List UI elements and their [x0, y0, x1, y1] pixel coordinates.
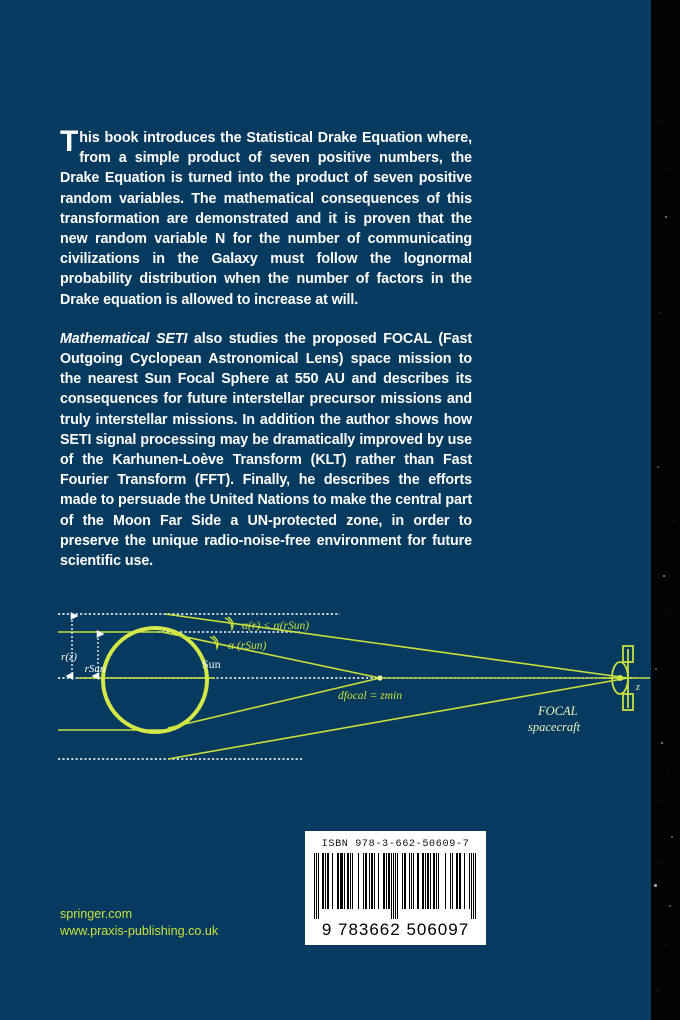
barcode-bar — [374, 853, 375, 909]
barcode-bar — [413, 853, 414, 909]
barcode-bar — [473, 853, 474, 919]
barcode-bar — [325, 853, 326, 909]
isbn-barcode — [305, 831, 486, 945]
isbn-number-text: ISBN 978-3-662-50609-7 — [321, 839, 470, 850]
barcode-bar — [422, 853, 424, 909]
star-dot — [672, 520, 673, 521]
springer-link[interactable]: springer.com — [60, 907, 133, 921]
barcode-bar — [471, 853, 472, 919]
sun-circle — [103, 628, 207, 732]
star-dot — [673, 64, 674, 65]
barcode-bar — [337, 853, 339, 909]
barcode-bar — [395, 853, 396, 919]
label-alpha-lower: α (rSun) — [228, 640, 267, 652]
barcode-bar — [393, 853, 394, 919]
barcode-bar — [391, 853, 392, 919]
barcode-bar — [340, 853, 341, 909]
barcode-bar — [371, 853, 372, 909]
star-dot — [674, 700, 675, 701]
label-sun: Sun — [202, 657, 221, 671]
barcode-bar — [383, 853, 384, 909]
label-focal-spacecraft-line2: spacecraft — [528, 720, 581, 734]
focal-point — [377, 675, 382, 680]
barcode-bar — [427, 853, 429, 909]
barcode-bar — [318, 853, 319, 919]
barcode-bar — [386, 853, 387, 909]
barcode-bar — [327, 853, 329, 909]
barcode-bar — [445, 853, 446, 909]
star-dot — [663, 575, 665, 577]
star-dot — [668, 612, 669, 613]
label-d-focal: dfocal = zmin — [338, 690, 402, 702]
barcode-bar — [459, 853, 460, 909]
barcode-bar — [352, 853, 353, 909]
barcode-bar — [436, 853, 437, 909]
blurb-paragraph-1 — [60, 125, 472, 310]
star-dot — [655, 668, 657, 670]
barcode-bar — [388, 853, 389, 909]
blurb-paragraph-2 — [60, 329, 472, 571]
barcode-bar — [433, 853, 434, 909]
star-dot — [669, 905, 671, 907]
star-dot — [662, 862, 663, 863]
barcode-bar — [469, 853, 470, 909]
star-dot — [658, 800, 659, 801]
ean-digits-text: 9 783662 506097 — [321, 920, 470, 939]
blurb-paragraph-1-text: his book introduces the Statistical Drake Equation where, from a simple product of seven positive numbers, the Drake Equation is turned into the product of seven positive random variables. The mathematical consequences of this transformation are demonstrated and it is proven that the new random variable N for the number of communicating civilizations in the Galaxy must follow the lognormal probability distribution when the number of factors in the Drake equation is allowed to increase at will. — [60, 130, 472, 308]
barcode-bar — [411, 853, 412, 909]
star-dot — [659, 120, 660, 121]
star-dot — [657, 466, 659, 468]
barcode-bar — [464, 853, 465, 909]
barcode-bar — [397, 853, 398, 919]
focal-spacecraft-icon — [602, 646, 650, 710]
barcode-bar — [347, 853, 349, 909]
barcode-bar — [475, 853, 476, 919]
barcode-bar — [378, 853, 379, 909]
barcode-bar — [344, 853, 345, 909]
star-dot — [671, 836, 673, 838]
barcode-bar — [430, 853, 431, 909]
barcode-bar — [450, 853, 451, 909]
barcode-bar — [456, 853, 457, 909]
barcode-bar — [363, 853, 365, 909]
barcode-bar — [384, 853, 385, 909]
barcode-bar — [316, 853, 317, 919]
book-title-italic: Mathematical SETI — [60, 330, 188, 347]
barcode-bar — [341, 853, 343, 909]
barcode-bar — [358, 853, 359, 909]
label-focal-spacecraft-line1: FOCAL — [538, 704, 578, 718]
star-dot — [664, 944, 665, 945]
barcode-bar — [438, 853, 439, 909]
barcode-bar — [365, 853, 366, 909]
publisher-links — [60, 906, 218, 939]
barcode-bar — [452, 853, 453, 909]
drop-cap: T — [60, 125, 79, 158]
star-dot — [666, 168, 667, 169]
star-dot — [660, 312, 661, 313]
barcode-bar — [417, 853, 418, 909]
back-cover-blurb — [60, 125, 472, 571]
barcode-bar — [409, 853, 410, 909]
star-dot — [656, 990, 657, 991]
starfield-strip — [651, 0, 680, 1020]
blurb-paragraph-2-text: also studies the proposed FOCAL (Fast Outgoing Cyclopean Astronomical Lens) space mission to the nearest Sun Focal Sphere at 550 AU and describes its consequences for future interstellar precursor missions and truly interstellar missions. In addition the author shows how SETI signal processing may be dramatically improved by use of the Karhunen-Loève Transform (KLT) rather than Fast Fourier Transform (FFT). Finally, he describes the efforts made to persuade the United Nations to make the central part of the Moon Far Side a UN-protected zone, in order to preserve the unique radio-noise-free environment for future scientific use. — [60, 330, 472, 570]
barcode-bar — [402, 853, 404, 909]
barcode-bar — [404, 853, 406, 909]
barcode-bar — [369, 853, 370, 909]
barcode-bar — [350, 853, 351, 909]
focal-mission-diagram — [50, 596, 650, 776]
barcode-bars — [314, 853, 477, 919]
star-dot — [665, 216, 667, 218]
spacecraft-body — [617, 675, 623, 681]
label-r-of-z: r(z) — [61, 651, 77, 663]
barcode-bar — [314, 853, 315, 919]
barcode-bar — [332, 853, 333, 909]
star-dot — [667, 770, 668, 771]
label-z-axis: z — [636, 682, 640, 693]
barcode-bar — [425, 853, 426, 909]
praxis-link[interactable]: www.praxis-publishing.co.uk — [60, 923, 219, 938]
label-r-sun: rSun — [84, 663, 106, 675]
label-alpha-upper: α(r) < α(rSun) — [242, 620, 310, 632]
star-dot — [670, 402, 671, 403]
barcode-bar — [322, 853, 323, 909]
star-dot — [654, 884, 657, 887]
star-dot — [661, 742, 663, 744]
barcode-bar — [460, 853, 461, 909]
